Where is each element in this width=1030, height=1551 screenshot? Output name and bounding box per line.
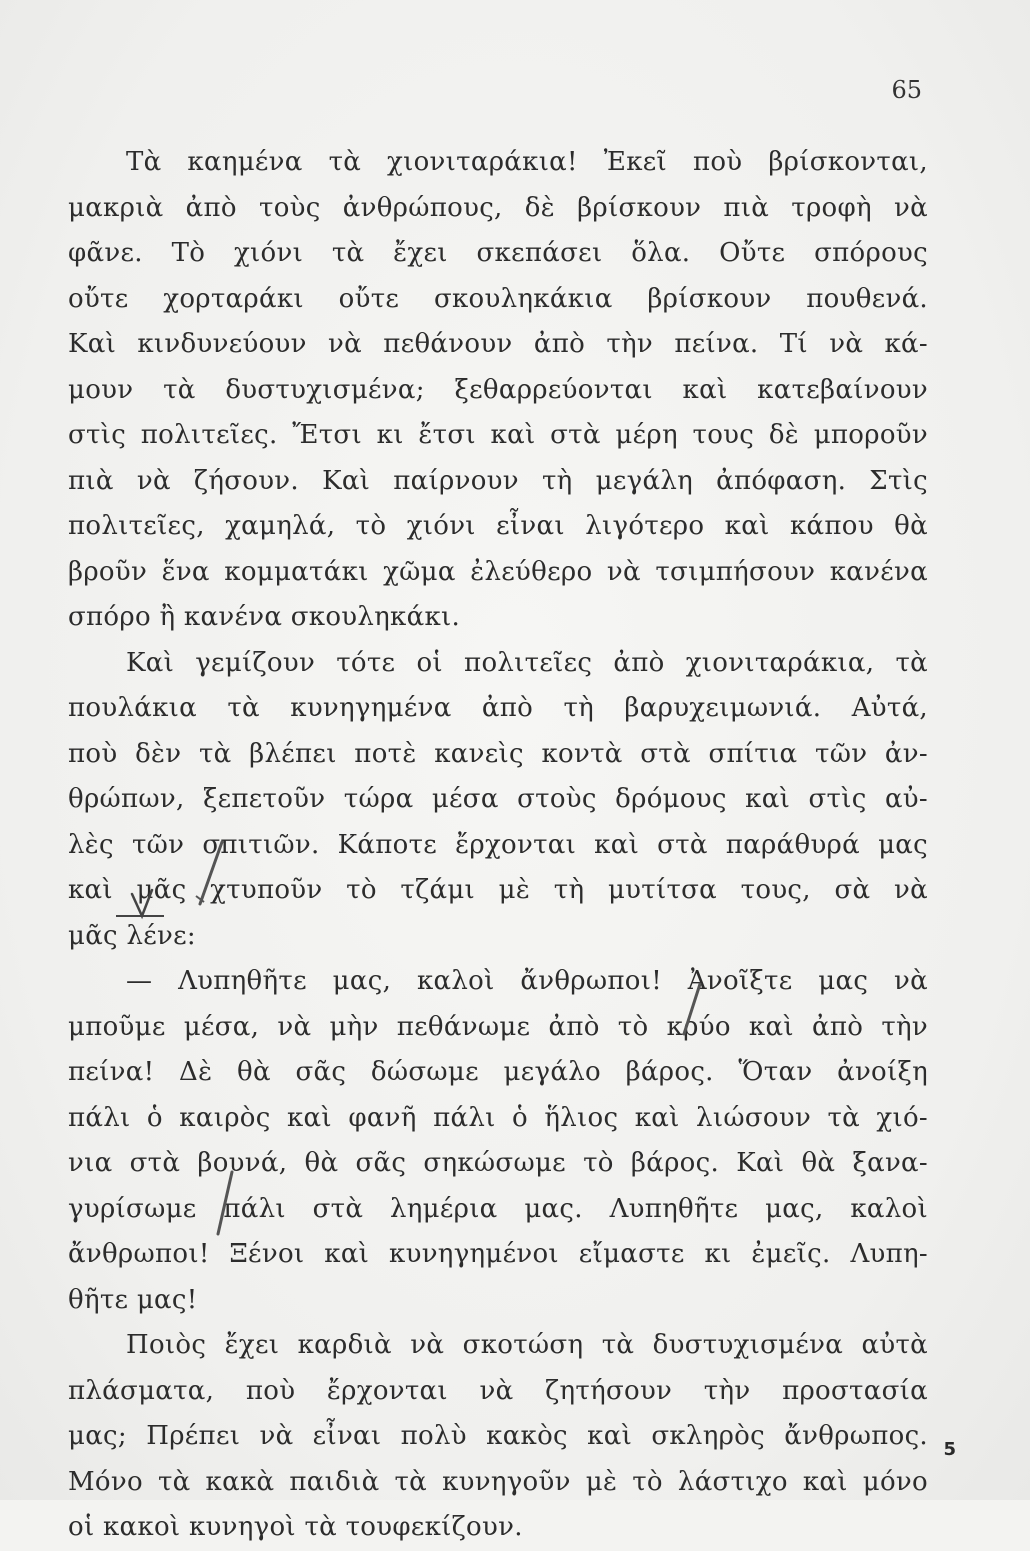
text-line: Τὰ καημένα τὰ χιονιταράκια! Ἐκεῖ ποὺ βρίσκονται,	[126, 147, 928, 177]
paragraph-4	[68, 1323, 928, 1551]
paragraph-1	[68, 140, 928, 641]
text-line: Ποιὸς ἔχει καρδιὰ νὰ σκοτώση τὰ δυστυχισμένα αὐτὰ	[126, 1330, 928, 1360]
text-line: πολιτεῖες, χαμηλά, τὸ χιόνι εἶναι λιγότερο καὶ κάπου θὰ	[68, 511, 928, 541]
text-line: οὔτε χορταράκι οὔτε σκουληκάκια βρίσκουν πουθενά.	[68, 283, 928, 314]
text-line: λὲς τῶν σπιτιῶν. Κάποτε ἔρχονται καὶ στὰ παράθυρά μας	[68, 829, 928, 860]
text-line: μουν τὰ δυστυχισμένα; ξεθαρρεύονται καὶ κατεβαίνουν	[68, 374, 928, 405]
text-line: Καὶ κινδυνεύουν νὰ πεθάνουν ἀπὸ τὴν πείνα. Τί νὰ κά-	[68, 329, 928, 359]
text-line: καὶ μᾶς χτυποῦν τὸ τζάμι μὲ τὴ μυτίτσα τους, σὰ νὰ	[68, 875, 928, 905]
text-line: πιὰ νὰ ζήσουν. Καὶ παίρνουν τὴ μεγάλη ἀπόφαση. Στὶς	[68, 465, 928, 496]
text-line: πουλάκια τὰ κυνηγημένα ἀπὸ τὴ βαρυχειμωνιά. Αὐτά,	[68, 693, 928, 723]
text-line: νια στὰ βουνά, θὰ σᾶς σηκώσωμε τὸ βάρος. Καὶ θὰ ξανα-	[68, 1148, 928, 1178]
paragraph-3	[68, 959, 928, 1323]
text-line: ποὺ δὲν τὰ βλέπει ποτὲ κανεὶς κοντὰ στὰ σπίτια τῶν ἀν-	[68, 738, 928, 769]
text-line: φᾶνε. Τὸ χιόνι τὰ ἔχει σκεπάσει ὅλα. Οὔτε σπόρους	[68, 238, 928, 268]
text-line: γυρίσωμε πάλι στὰ λημέρια μας. Λυπηθῆτε μας, καλοὶ	[68, 1193, 928, 1224]
text-line: θρώπων, ξεπετοῦν τώρα μέσα στοὺς δρόμους καὶ στὶς αὐ-	[68, 784, 928, 814]
text-line: Μόνο τὰ κακὰ παιδιὰ τὰ κυνηγοῦν μὲ τὸ λάστιχο καὶ μόνο	[68, 1466, 928, 1497]
signature-mark: 5	[943, 1439, 956, 1460]
text-line: βροῦν ἕνα κομματάκι χῶμα ἐλεύθερο νὰ τσιμπήσουν κανένα	[68, 556, 928, 587]
text-line: θῆτε μας!	[68, 1284, 198, 1315]
text-line: ἄνθρωποι! Ξένοι καὶ κυνηγημένοι εἴμαστε κι ἐμεῖς. Λυπη-	[68, 1239, 928, 1269]
text-line: πάλι ὁ καιρὸς καὶ φανῆ πάλι ὁ ἥλιος καὶ λιώσουν τὰ χιό-	[68, 1102, 928, 1133]
text-line: μακριὰ ἀπὸ τοὺς ἀνθρώπους, δὲ βρίσκουν πιὰ τροφὴ νὰ	[68, 192, 928, 223]
text-line: μᾶς λένε:	[68, 920, 196, 951]
text-line: μποῦμε μέσα, νὰ μὴν πεθάνωμε ἀπὸ τὸ κρύο καὶ ἀπὸ τὴν	[68, 1011, 928, 1042]
paragraph-2	[68, 641, 928, 960]
text-line: οἱ κακοὶ κυνηγοὶ τὰ τουφεκίζουν.	[68, 1512, 523, 1542]
page-number: 65	[891, 76, 922, 104]
text-line: — Λυπηθῆτε μας, καλοὶ ἄνθρωποι! Ἀνοῖξτε μας νὰ	[126, 966, 928, 996]
text-line: πλάσματα, ποὺ ἔρχονται νὰ ζητήσουν τὴν προστασία	[68, 1375, 928, 1406]
text-line: σπόρο ἢ κανένα σκουληκάκι.	[68, 602, 461, 632]
text-line: πείνα! Δὲ θὰ σᾶς δώσωμε μεγάλο βάρος. Ὅταν ἀνοίξη	[68, 1057, 928, 1087]
text-line: Καὶ γεμίζουν τότε οἱ πολιτεῖες ἀπὸ χιονιταράκια, τὰ	[126, 647, 928, 678]
body-text	[68, 140, 928, 1551]
text-line: μας; Πρέπει νὰ εἶναι πολὺ κακὸς καὶ σκληρὸς ἄνθρωπος.	[68, 1421, 928, 1451]
text-line: στὶς πολιτεῖες. Ἔτσι κι ἔτσι καὶ στὰ μέρη τους δὲ μποροῦν	[68, 420, 928, 450]
